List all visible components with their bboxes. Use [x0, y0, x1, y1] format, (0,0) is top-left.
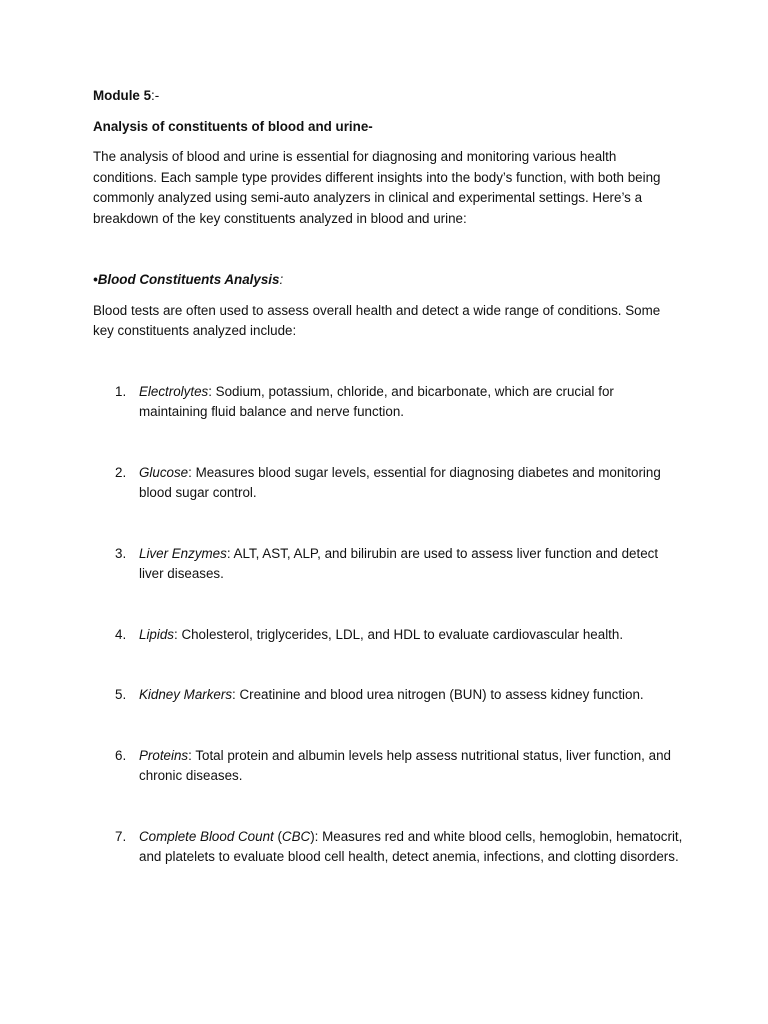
list-item: [93, 382, 683, 423]
list-item-description: : Total protein and albumin levels help assess nutritional status, liver function, and chronic diseases.: [139, 747, 671, 783]
list-item: [93, 746, 683, 787]
list-item-term: Lipids: [139, 626, 174, 642]
blood-section-heading-text: •Blood Constituents Analysis: [93, 272, 280, 287]
document-subtitle: Analysis of constituents of blood and urine-: [93, 118, 373, 134]
list-item-description: : Cholesterol, triglycerides, LDL, and HDL to evaluate cardiovascular health.: [174, 626, 624, 642]
list-item-description: ): Measures red and white blood cells, hemoglobin, hematocrit, and platelets to evaluate blood cell health, detect anemia, infections, and clotting disorders.: [139, 828, 683, 864]
module-title: Module 5: [93, 88, 152, 103]
blood-section-heading-colon: :: [279, 272, 284, 287]
module-title-suffix: :-: [151, 88, 160, 103]
list-item-description: : Sodium, potassium, chloride, and bicarbonate, which are crucial for maintaining fluid balance and nerve function.: [139, 383, 614, 419]
list-item-abbr: CBC: [281, 828, 311, 844]
list-item: [93, 463, 683, 504]
intro-paragraph: The analysis of blood and urine is essential for diagnosing and monitoring various health conditions. Each sample type provides different insights into the body’s function, with both being commonly analyzed using semi-auto analyzers in clinical and experimental settings. Here’s a breakdown of the key constituents analyzed in blood and urine:: [93, 149, 661, 226]
list-item-term: Kidney Markers: [139, 687, 233, 702]
document-page: [93, 86, 683, 868]
list-item-term: Glucose: [139, 464, 189, 480]
blood-constituents-list: [93, 382, 683, 868]
list-item-term: Liver Enzymes: [139, 545, 227, 561]
list-item-description: : Creatinine and blood urea nitrogen (BUN) to assess kidney function.: [232, 687, 644, 702]
list-item-number: 2.: [115, 464, 127, 480]
list-item: [93, 625, 683, 646]
list-item-term: Complete Blood Count: [139, 828, 274, 844]
list-item-description: : Measures blood sugar levels, essential for diagnosing diabetes and monitoring blood sugar control.: [139, 464, 661, 500]
list-item: [93, 685, 683, 706]
list-item-number: 4.: [115, 626, 127, 642]
blood-section-intro: Blood tests are often used to assess overall health and detect a wide range of conditions. Some key constituents analyzed include:: [93, 302, 661, 338]
list-item-number: 1.: [115, 383, 127, 399]
list-item: [93, 827, 683, 868]
list-item: [93, 544, 683, 585]
blood-section-heading: [93, 270, 683, 291]
list-item-description: : ALT, AST, ALP, and bilirubin are used to assess liver function and detect liver diseases.: [139, 545, 659, 581]
list-item-number: 5.: [115, 687, 127, 702]
list-item-number: 3.: [115, 545, 127, 561]
module-heading: [93, 86, 683, 107]
list-item-term: Electrolytes: [139, 383, 209, 399]
list-item-abbr-open: (: [273, 828, 282, 844]
list-item-number: 6.: [115, 747, 127, 763]
list-item-term: Proteins: [139, 747, 189, 763]
list-item-number: 7.: [115, 828, 127, 844]
